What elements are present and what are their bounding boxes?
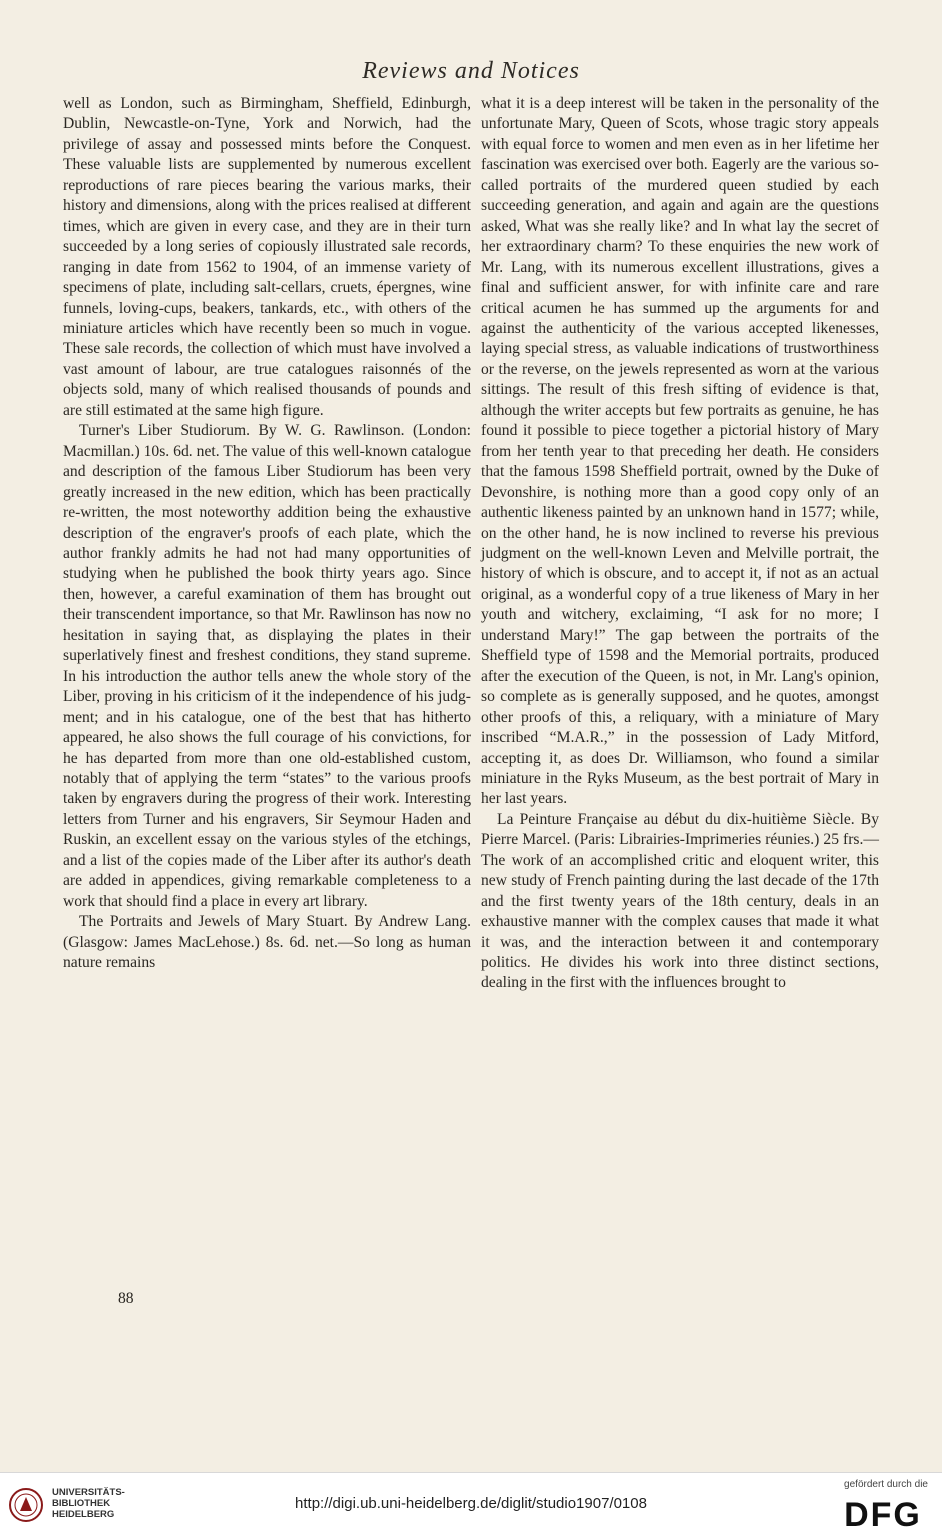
- right-paragraph-1: what it is a deep interest will be taken in the personality of the unfortunate Mary, Queen of Scots, whose tragic story appeals with equal force to women and men even as in her lifetime her fascination was exercised over both. Eagerly are the various so-called portraits of the murdered queen studied by each succeeding generation, and again and again are the questions asked, What was she really like? and In what lay the secret of her extraordinary charm? To these enquiries the new work of Mr. Lang, with its numerous excellent illustrations, gives a final and sufficient answer, for with infinite care and rare critical acumen he has summed up the arguments for and against the authenticity of the various accepted likenesses, laying special stress, as valuable indications of trustworthiness or the reverse, on the jewels represented as worn at the various sittings. The result of this fresh sifting of evidence is that, although the writer accepts but few portraits as genuine, he has found it possible to piece together a pictorial history of Mary from her tenth year to that preceding her death. He considers that the famous 1598 Sheffield portrait, owned by the Duke of Devonshire, is nothing more than a good copy only of an authentic likeness painted by an unknown hand in 1577; while, on the other hand, he is now inclined to reverse his previous judgment on the well-known Leven and Melville portrait, the history of which is obscure, and to accept it, if not as an actual original, as a wonderful copy of a true likeness of Mary in her youth and witchery, exclaiming, “I ask for no more; I understand Mary!” The gap between the portraits of the Sheffield type of 1598 and the Memorial portraits, produced after the execution of the Queen, is not, in Mr. Lang's opinion, so complete as is generally supposed, and he quotes, amongst other proofs of this, a reliquary, with a miniature of Mary inscribed “M.A.R.,” in the possession of Lady Mitford, accepting it, as does Dr. Williamson, who found a similar miniature in the Ryks Museum, as the best portrait of Mary in her last years.: [481, 95, 879, 808]
- institution-name: UNIVERSITÄTS- BIBLIOTHEK HEIDELBERG: [52, 1487, 125, 1520]
- svg-text:DFG: DFG: [844, 1496, 922, 1531]
- left-paragraph-1: well as London, such as Birmingham, Sheffield, Edinburgh, Dublin, Newcastle-on-Tyne, York and Norwich, had the privilege of assay and possessed mints before the Conquest. These valuable lists are supplemented by numerous excellent reproductions of rare pieces bearing the various marks, their history and dimensions, along with the prices realised at different times, which are given in every case, and they are in their turn succeeded by a long series of copiously illustrated sale records, ranging in date from 1562 to 1904, of an immense variety of specimens of plate, including salt-cellars, cruets, épergnes, wine funnels, loving-cups, beakers, tankards, etc., with others of the miniature articles which have recently been so much in vogue. These sale records, the collection of which must have involved a vast amount of labour, are true catalogues raisonnés of the objects sold, many of which realised thousands of pounds and are still estimated at the same high figure.: [63, 95, 471, 419]
- right-paragraph-2: La Peinture Française au début du dix-huitième Siècle. By Pierre Marcel. (Paris: Librairies-Imprimeries réunies.) 25 frs.—The work of an accomplished critic and eloquent writer, this new study of French painting during the last decade of the 17th and the first twenty years of the 18th century, deals in an exhaustive manner with the complex causes that made it what it was, and the interaction between it and contemporary politics. He divides his work into three distinct sections, dealing in the first with the influences brought to: [481, 810, 879, 992]
- funded-by-label: gefördert durch die: [844, 1479, 928, 1490]
- running-head: Reviews and Notices: [362, 58, 580, 84]
- left-paragraph-3: The Portraits and Jewels of Mary Stuart. By Andrew Lang. (Glasgow: James MacLehose.) 8s. 6d. net.—So long as human nature remains: [63, 913, 471, 972]
- viewer-footer: [0, 1472, 942, 1537]
- left-column: [63, 94, 471, 973]
- right-column: [481, 94, 879, 994]
- left-paragraph-2: Turner's Liber Studiorum. By W. G. Rawlinson. (London: Macmillan.) 10s. 6d. net. The value of this well-known catalogue and description of the famous Liber Studiorum has been very greatly increased in the new edition, which has been practically re-written, the most noteworthy addition being the exhaustive description of the engraver's proofs of each plate, which the author frankly admits he had not had many opportunities of studying when he published the book thirty years ago. Since then, however, a careful examination of them has brought out their transcendent importance, so that Mr. Rawlinson has now no hesitation in saying that, as displaying the plates in their superlatively finest and freshest conditions, they stand supreme. In his introduction the author tells anew the whole story of the Liber, proving in his criticism of it the independence of his judgment; and in his catalogue, one of the best that has hitherto appeared, he also shows the full courage of his convictions, for he has departed from more than one old-established custom, notably that of applying the term “states” to the various proofs taken by engravers during the progress of their work. Interesting letters from Turner and his engravers, Sir Seymour Haden and Ruskin, an excellent essay on the various styles of the etchings, and a list of the copies made of the Liber after its author's death are added in appendices, giving remarkable completeness to a work that should find a place in every art library.: [63, 422, 471, 910]
- dfg-logo-icon: [838, 1493, 928, 1531]
- permalink-url[interactable]: http://digi.ub.uni-heidelberg.de/diglit/studio1907/0108: [295, 1495, 647, 1512]
- page-number: 88: [118, 1290, 134, 1307]
